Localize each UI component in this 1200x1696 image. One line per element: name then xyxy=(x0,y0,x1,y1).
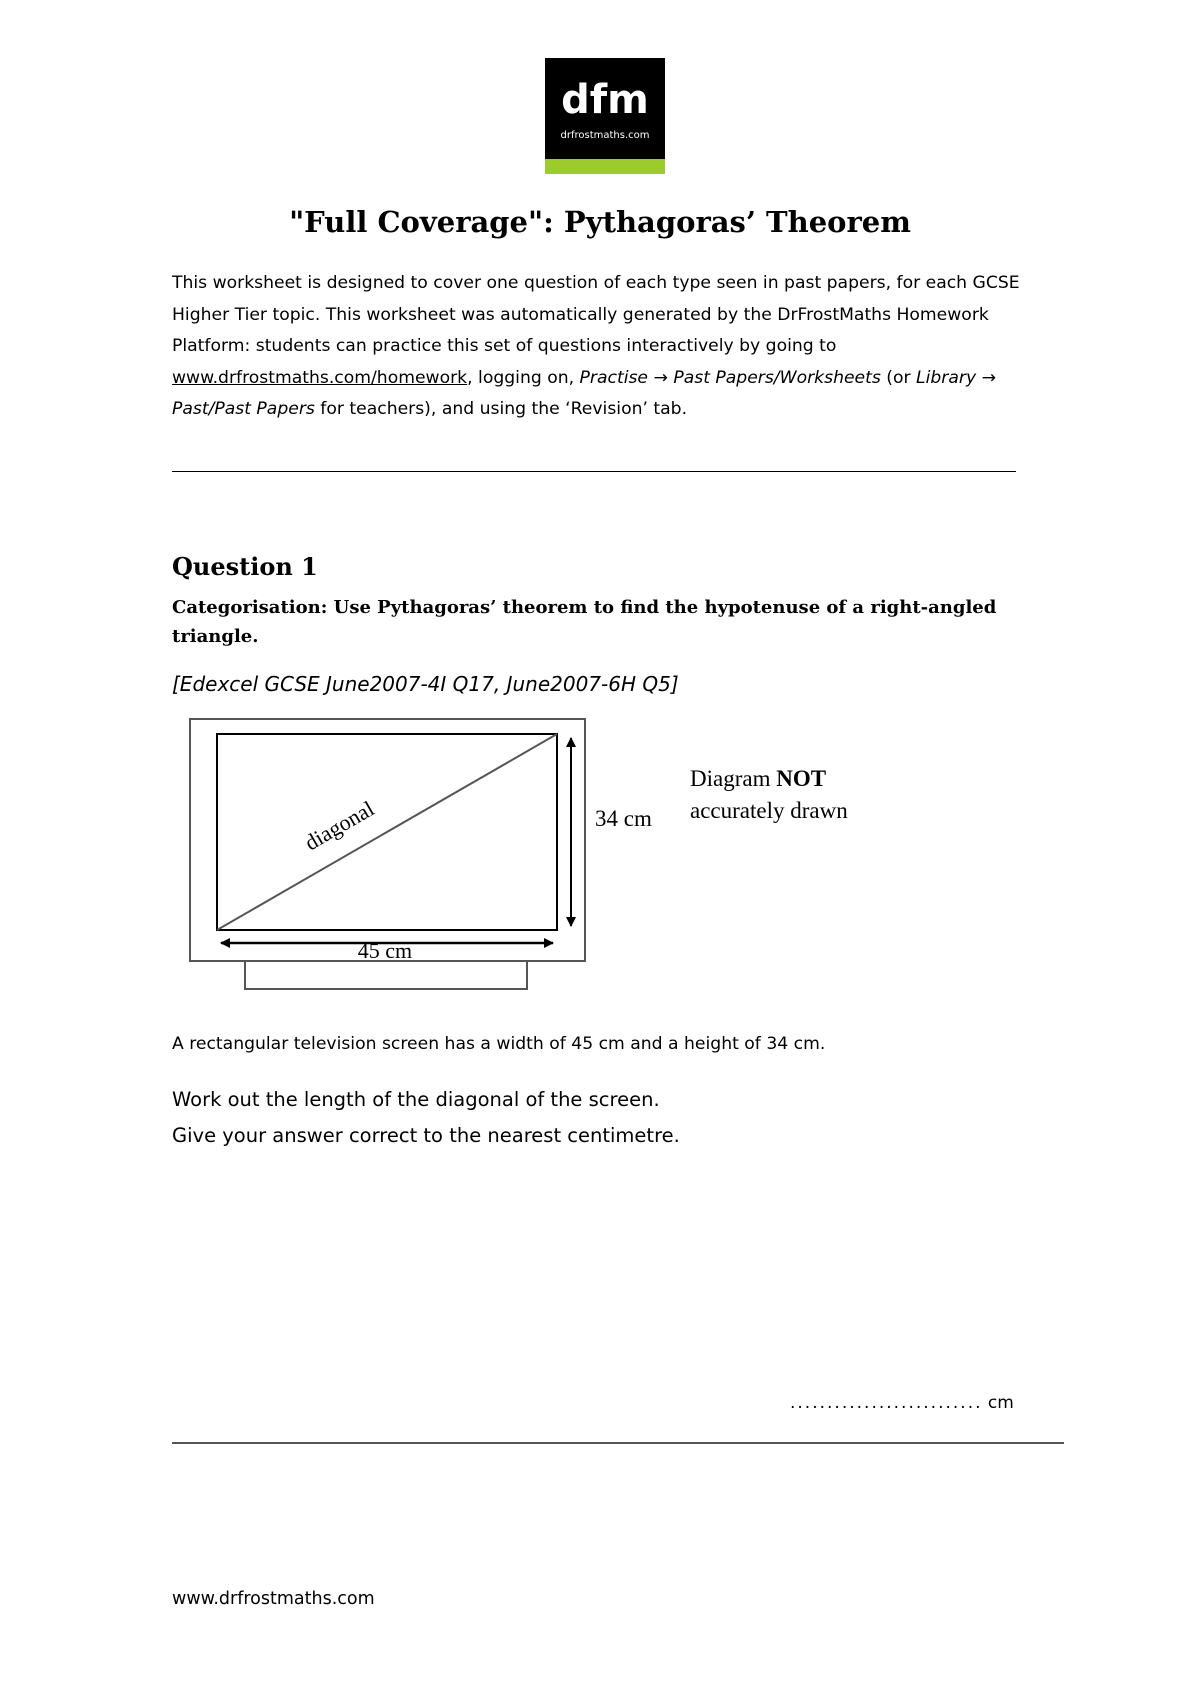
logo-subtext: drfrostmaths.com xyxy=(560,130,650,141)
intro-text-2: , logging on, xyxy=(467,367,580,388)
question-source: [Edexcel GCSE June2007-4I Q17, June2007-6H Q5] xyxy=(172,672,679,696)
question-heading: Question 1 xyxy=(172,552,318,581)
height-label: 34 cm xyxy=(595,806,652,831)
intro-text-1: This worksheet is designed to cover one question of each type seen in past papers, for each GCSE Higher Tier topic. This worksheet was automatically generated by the DrFrostMaths Homework Platform: students can practice this set of questions interactively by going to xyxy=(172,273,1020,357)
intro-arrow-1: → xyxy=(648,367,674,388)
diagram-note-line2: accurately drawn xyxy=(690,798,848,823)
diagonal-label: diagonal xyxy=(300,795,379,856)
question-prompt-line1: Work out the length of the diagonal of the screen. xyxy=(172,1088,660,1111)
question-prompt xyxy=(172,1082,680,1154)
divider-bottom xyxy=(172,1442,1064,1444)
intro-practise: Practise xyxy=(579,367,649,388)
width-label: 45 cm xyxy=(357,938,413,963)
page-title: "Full Coverage": Pythagoras’ Theorem xyxy=(289,205,911,239)
question-prompt-line2: Give your answer correct to the nearest centimetre. xyxy=(172,1124,680,1147)
logo-accent-bar xyxy=(545,159,665,174)
footer-url[interactable]: www.drfrostmaths.com xyxy=(172,1589,375,1609)
diagram-note-line1 xyxy=(690,766,826,791)
logo-text: dfm xyxy=(561,77,649,123)
dfm-logo xyxy=(545,58,665,174)
tv-stand xyxy=(245,961,527,989)
answer-unit: cm xyxy=(987,1393,1014,1413)
intro-past-past-papers: Past/Past Papers xyxy=(172,399,315,420)
divider-top xyxy=(172,471,1016,472)
tv-outer-frame xyxy=(190,719,585,961)
question-intro: A rectangular television screen has a width of 45 cm and a height of 34 cm. xyxy=(172,1034,826,1054)
diagram-note-not: NOT xyxy=(776,766,827,791)
diagonal-line xyxy=(217,734,557,930)
tv-diagram xyxy=(185,714,885,994)
intro-library: Library xyxy=(916,367,977,388)
intro-text-4: for teachers), and using the ‘Revision’ tab. xyxy=(314,399,688,420)
answer-line[interactable] xyxy=(790,1393,1014,1413)
homework-link[interactable]: www.drfrostmaths.com/homework xyxy=(172,367,468,388)
diagram-note-text: Diagram xyxy=(690,766,777,791)
intro-arrow-2: → xyxy=(976,367,997,388)
intro-past-papers: Past Papers/Worksheets xyxy=(673,367,881,388)
intro-paragraph xyxy=(172,268,1052,426)
question-categorisation: Categorisation: Use Pythagoras’ theorem to find the hypotenuse of a right-angled triangle. xyxy=(172,597,997,647)
intro-text-3: (or xyxy=(880,367,917,388)
answer-dots[interactable]: .......................... xyxy=(790,1393,983,1413)
